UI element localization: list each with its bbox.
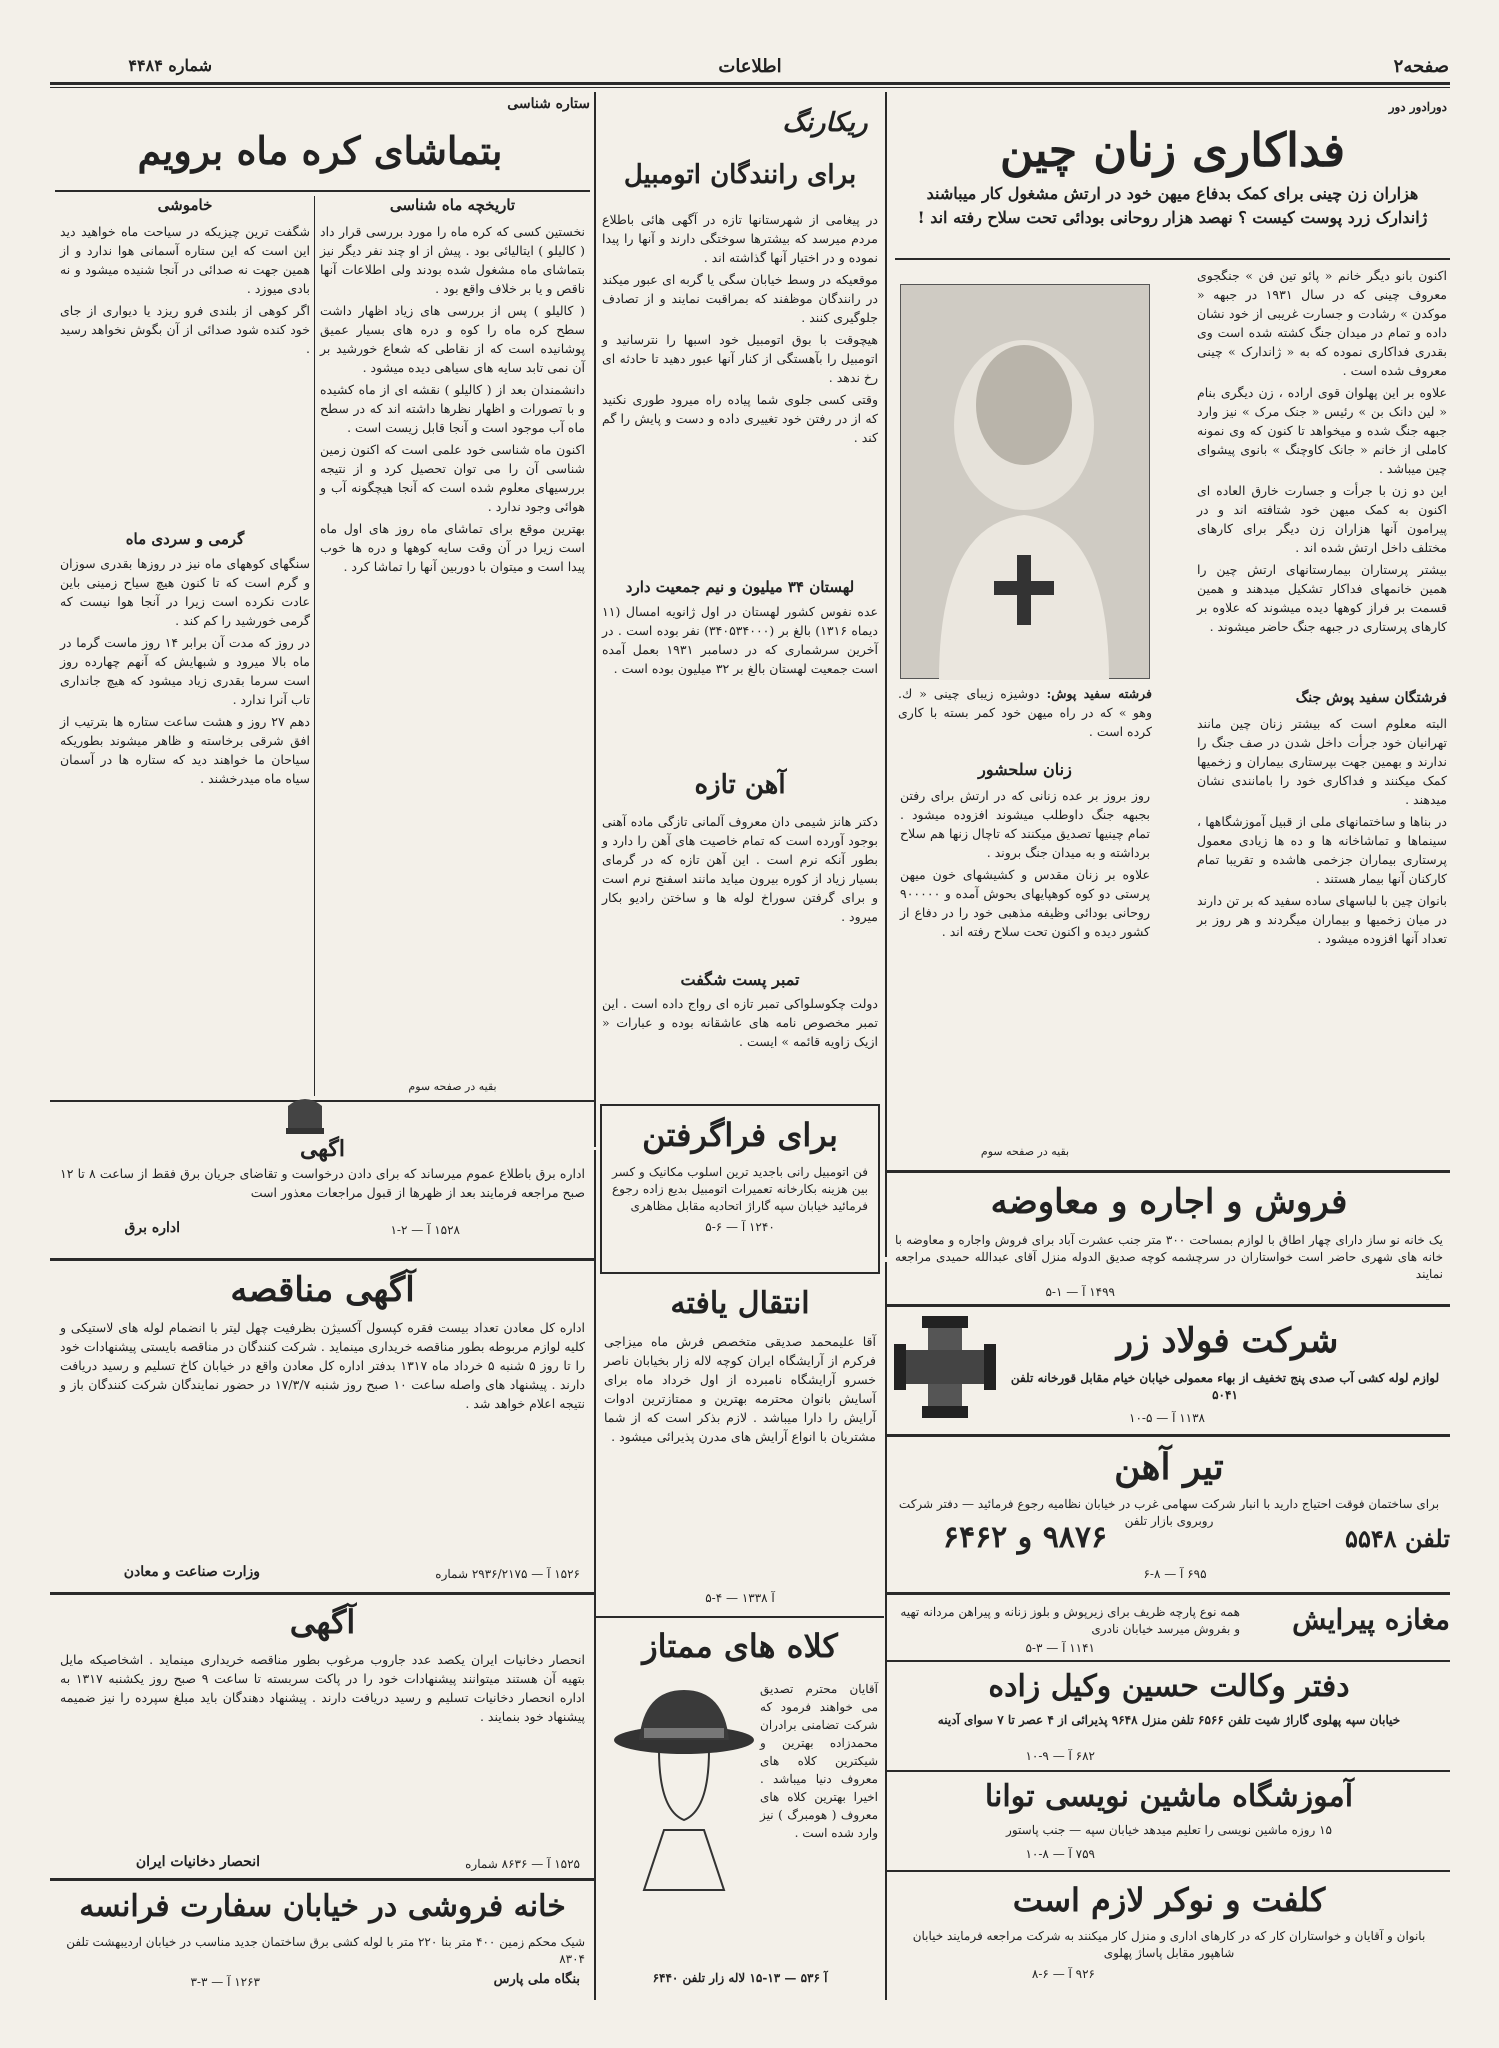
header-rule — [50, 82, 1450, 85]
sale-ref: ۱۴۹۹ آ — ۱-۵ — [1045, 1285, 1115, 1299]
paragraph: اکنون بانو دیگر خانم « پائو تین فن » جنگجوی معروف چینی که در سال ۱۹۳۱ در جبهه « موکدن » رشادت و جسارت غریبی از خود نشان داده و تمام در میدان جنگ کشته شده است وی بقدری فداکاری نموده که به « ژاندارک » چینی معروف شده است . — [1197, 268, 1447, 378]
column-rule — [885, 92, 887, 1257]
beam-text: برای ساختمان فوقت احتیاج دارید با انبار شرکت سهامی غرب در خیابان نظامیه رجوع فرمائید — دفتر شرکت روبروی بازار تلفن — [898, 1497, 1440, 1528]
steel-text: لوازم لوله کشی آب صدی پنج تخفیف از بهاء معمولی خیابان خیام مقابل قورخانه تلفن ۵۰۴۱ — [1010, 1371, 1440, 1402]
caption-title: فرشته سفید پوش: — [1046, 686, 1153, 701]
salon-text: همه نوع پارچه ظریف برای زیرپوش و بلوز زنانه و پیراهن مردانه تهیه و بفروش میرسد خیابان نادری — [900, 1605, 1240, 1636]
beam-ref: ۶۹۵ آ — ۸-۶ — [1143, 1567, 1207, 1581]
section-rule — [50, 1878, 594, 1881]
hat-man-illustration — [604, 1680, 754, 1890]
maid-title: کلفت و نوکر لازم است — [1012, 1881, 1326, 1919]
paragraph: شگفت ترین چیزیکه در سیاحت ماه خواهید دید این است که این ستاره آسمانی هوا ندارد و از همین جهت نه صدائی در آنجا شنیده میشود و نه بادی میوزد . — [60, 224, 310, 296]
middle-text-iron: دکتر هانز شیمی دان معروف آلمانی تازگی ماده آهنی بوجود آورده است که تمام خاصیت های آهن را دارد و بطور آنکه نرم است . این آهن تازه که در گرمای بسیار زیاد از کوره بیرون میاید مانند اسفنج نرم است و برای گرفتن سوراخ لوله ها و ساختن رادیو بکار میرود . — [602, 814, 878, 924]
issue-number: شماره ۴۴۸۴ — [128, 56, 212, 75]
paragraph: روز بروز بر عده زنانی که در ارتش برای رفتن بجبهه جنگ داوطلب میشوند افزوده میشود . تمام چینیها تصدیق میکنند که تاچال زنها هم سلاح برداشته و به میدان جنگ بروند . — [900, 788, 1150, 860]
salon-title: مغازه پیرایش — [1292, 1603, 1450, 1636]
paragraph: بیشتر پرستاران بیمارستانهای ارتش چین را همین خانمهای فداکار تشکیل میدهند و همین قسمت بر فراز کوهها دیده میشوند که علاوه بر کارهای پرستاری در جبهه جنگ حاضر میشوند . — [1197, 562, 1447, 634]
beam-title: تیر آهن — [1114, 1446, 1224, 1488]
middle-sub-3: تمبر پست شگفت — [680, 970, 800, 989]
paragraph: موقعیکه در وسط خیابان سگی یا گربه ای عبور میکند در رانندگان موظفند که بمراقبت نمایند و از تصادف جلوگیری کنند . — [602, 272, 878, 325]
middle-sub-2: آهن تازه — [694, 770, 786, 800]
right-headline: فداکاری زنان چین — [999, 123, 1346, 177]
left-rule — [55, 190, 590, 192]
section-rule — [887, 1592, 1450, 1595]
middle-headline: برای رانندگان اتومبیل — [623, 160, 857, 190]
lawyer-text: خیابان سپه پهلوی گاراژ شیت تلفن ۶۵۶۶ تلفن منزل ۹۶۴۸ پذیرائی از ۴ عصر تا ۷ سوای آدینه — [937, 1713, 1401, 1727]
paragraph: هیچوقت با بوق اتومبیل خود اسبها را نترسانید و اتومبیل را بآهستگی از کنار آنها عبور دهید تا حادثه ای رخ ندهد . — [602, 332, 878, 385]
crest-emblem — [280, 1090, 330, 1136]
notice-2-ref: ۱۵۲۵ آ — ۸۶۳۶ شماره — [465, 1857, 580, 1871]
maid-ref: ۹۲۶ آ — ۶-۸ — [1031, 1967, 1095, 1981]
notice-1-ref: ۱۵۲۸ آ — ۲-۱ — [390, 1223, 460, 1237]
notice-2-title: آگهی — [289, 1603, 356, 1641]
section-rule — [887, 1770, 1450, 1772]
portrait-photo — [900, 284, 1150, 679]
right-col-text — [1197, 266, 1447, 706]
house-text: شیک محکم زمین ۴۰۰ متر بنا ۲۲۰ متر با لوله کشی برق ساختمان جدید مناسب در خیابان اردیبهشت تلفن ۸۳۰۴ — [66, 1935, 585, 1966]
hats-text: آقایان محترم تصدیق می خواهند فرمود که شرکت تضامنی برادران محمدزاده بهترین و شیکترین کلاه های معروف دنیا میباشد . اخیرا بهترین کلاه های معروف ( هومبرگ ) نیز وارد شده است . — [760, 1682, 878, 1840]
learn-title: برای فراگرفتن — [642, 1116, 838, 1154]
beam-phone: ۹۸۷۶ و ۶۴۶۲ — [942, 1520, 1108, 1555]
tender-ref: ۱۵۲۶ آ — ۲۹۳۶/۲۱۷۵ شماره — [435, 1567, 580, 1581]
lawyer-ref: ۶۸۲ آ — ۹-۱۰ — [1025, 1749, 1095, 1763]
column-rule — [594, 1150, 596, 2000]
section-rule — [50, 1592, 594, 1595]
steel-ref: ۱۱۳۸ آ — ۵-۱۰ — [1129, 1411, 1205, 1425]
caption-text: دوشیزه زیبای چینی « ك. وهو » که در راه میهن خود کمر بسته با کاری کرده است . — [898, 686, 1152, 739]
house-title: خانه فروشی در خیابان سفارت فرانسه — [79, 1889, 566, 1924]
left-sub-1: تاریخچه ماه شناسی — [389, 196, 516, 214]
paragraph: دهم ۲۷ روز و هشت ساعت ستاره ها بترتیب از افق شرقی برخاسته و ظاهر میشوند بطوریکه سیاحان ما خواهند دید که ستاره ها در آسمان سیاه ماه میدرخشند . — [60, 714, 311, 786]
sale-title: فروش و اجاره و معاوضه — [990, 1182, 1348, 1222]
section-rule — [887, 1870, 1450, 1872]
middle-text-stamp: دولت چکوسلواکی تمبر تازه ای رواج داده است . این تمبر مخصوص نامه های عاشقانه بوده و عبارات « ازیک زاویه قائمه » ایست . — [602, 996, 878, 1049]
learn-driving-ad — [600, 1104, 880, 1274]
paragraph: دانشمندان بعد از ( کالیلو ) نقشه ای از ماه کشیده و با تصورات و اظهار نظرها داشته اند که در سطح ماه آب موجود است و آنجا قابل زیست است . — [320, 382, 585, 435]
notice-2-text: انحصار دخانیات ایران یکصد عدد جاروب مرغوب بطور مناقصه خریداری مینماید . اشخاصیکه مایل بتهیه آن هستند میتوانند پیشنهادات خود را در پاکت سربسته تا ساعت ۹ صبح روز یکشنبه ۱۳۱۷ به اداره انحصار دخانیات تسلیم و رسید دریافت دارند . پیشنهاد دهندگان باید مبلغ سپرده را نیز ضمیمه پیشنهاد خود بنمایند . — [60, 1652, 585, 1724]
paragraph: در پیغامی از شهرستانها تازه در آگهی هائی باطلاع مردم میرسد که بیشترها سوختگی دارند و آنها را پیدا نموده و در اختیار آنها گذاشته اند . — [602, 212, 878, 265]
column-rule — [885, 1262, 887, 2000]
notice-2-sign: انحصار دخانیات ایران — [135, 1854, 260, 1870]
crest-icon — [280, 1090, 330, 1136]
beam-phone-2: تلفن ۵۵۴۸ — [1345, 1524, 1450, 1553]
left-col2-text — [60, 222, 310, 522]
section-rule — [596, 1616, 884, 1618]
middle-text — [602, 210, 878, 570]
paragraph: البته معلوم است که بیشتر زنان چین مانند تهرانیان خود جرأت داخل شدن در صف جنگ را ندارند و بهمین جهت بپرستاری بیماران و زخمیها کمک میکنند و فداکاری خود را بامانندی نشان میدهند . — [1197, 716, 1447, 807]
house-ref: ۱۲۶۳ آ — ۳-۳ — [190, 1975, 260, 1989]
middle-logo: ریکارنگ — [782, 108, 868, 138]
left-col2-text-2 — [60, 554, 310, 1074]
right-subhead: هزاران زن چینی برای کمک بدفاع میهن خود در ارتش مشغول کار میباشند ژاندارک زرد پوست کیست ؟ نهصد هزار روحانی بودائی تحت سلاح رفته اند ! — [917, 184, 1428, 227]
nurse-illustration — [899, 285, 1149, 680]
photo-caption — [898, 684, 1152, 754]
section-rule — [887, 1304, 1450, 1307]
pipe-fitting-illustration — [890, 1312, 1000, 1422]
header-rule-2 — [50, 87, 1450, 88]
left-text — [320, 222, 585, 1102]
house-sign: بنگاه ملی پارس — [493, 1972, 580, 1987]
notice-1-text: اداره برق باطلاع عموم میرساند که برای دادن درخواست و تقاضای جریان برق فقط از ساعت ۸ تا ۱۲ صبح مراجعه فرمایند بعد از ظهرها از قبول مراجعات معذور است — [60, 1166, 585, 1200]
typing-ref: ۷۵۹ آ — ۸-۱۰ — [1025, 1847, 1095, 1861]
left-col2-sub-2: گرمی و سردی ماه — [125, 530, 245, 548]
middle-text-pl: عده نفوس کشور لهستان در اول ژانویه امسال (۱۱ دیماه ۱۳۱۶) بالغ بر (۳۴۰۵۳۴۰۰۰) نفر بوده است . در آخرین سرشماری که در دسامبر ۱۹۳۱ بعمل آمده است جمعیت لهستان بالغ بر ۳۲ میلیون بوده است . — [602, 604, 878, 676]
continued-note: بقیه در صفحه سوم — [408, 1080, 497, 1093]
learn-ref: ۱۲۴۰ آ — ۶-۵ — [705, 1220, 775, 1234]
paragraph: سنگهای کوههای ماه نیز در روزها بقدری سوزان و گرم است که تا کنون هیچ سیاح زمینی باین عادت نکرده است زیرا در آنجا هوا نیست که گرمی خورشید را کم کند . — [60, 556, 310, 628]
hats-title: کلاه های ممتاز — [642, 1627, 838, 1665]
continued-note: بقیه در صفحه سوم — [980, 1145, 1070, 1158]
learn-text: فن اتومبیل رانی باجدید ترین اسلوب مکانیک و کسر بین هزینه بکارخانه تعمیرات اتومبیل بدیع زاده رجوع فرمائید خیابان سپه گاراژ اتحادیه مقابل مظاهری — [612, 1165, 868, 1213]
paragraph: ( کالیلو ) پس از بررسی های زیاد اظهار داشت سطح کره ماه را کوه و دره های بسیار عمیق پوشانیده است که از نقاطی که شعاع خورشید بر آن نمی تابد سایه های سیاهی دیده میشود . — [320, 303, 585, 375]
section-rule — [887, 1170, 1450, 1173]
tender-title: آگهی مناقصه — [230, 1270, 415, 1310]
paragraph: در روز که مدت آن برابر ۱۴ روز ماست گرما در ماه بالا میرود و شبهایش که آنهم چهارده روز است سرما بقدری زیاد میشود که هیچ جانداری تاب آنرا ندارد . — [60, 635, 311, 707]
masthead: اطلاعات — [718, 56, 782, 77]
salon-ref: ۱۱۴۱ آ — ۳-۵ — [1025, 1641, 1095, 1655]
right-col-sub: فرشتگان سفید پوش جنگ — [1295, 690, 1447, 706]
page-number: صفحه۲ — [1393, 56, 1449, 77]
section-rule — [50, 1258, 594, 1261]
left-col2-sub: خاموشی — [157, 196, 213, 214]
column-rule — [594, 92, 596, 1147]
column-rule — [314, 196, 315, 1096]
left-kicker: ستاره شناسی — [507, 96, 590, 112]
lawyer-title: دفتر وکالت حسین وکیل زاده — [988, 1669, 1350, 1704]
paragraph: در بناها و ساختمانهای ملی از قبیل آموزشگاهها ، سینماها و تماشاخانه ها و ده ها زیادی معمول پرستاری بیماران جزخمی هاشده و تقریبا تمام کارکنان آنها بیمار هستند . — [1197, 814, 1447, 886]
notice-1-title: اگهی — [299, 1136, 346, 1162]
hats-ref: آ ۵۳۶ — ۱۳-۱۵ لاله زار تلفن ۶۴۴۰ — [652, 1971, 828, 1985]
sale-text: یک خانه نو ساز دارای چهار اطاق با لوازم بمساحت ۳۰۰ متر جنب عشرت آباد برای فروش واجاره و معاوضه با خانه های شهری حاضر است خواستاران در سرچشمه کوچه صدیق الدوله منزل آقای عبدالله حمیدی مراجعه نمایند — [895, 1233, 1443, 1281]
middle-sub-1: لهستان ۳۴ میلیون و نیم جمعیت دارد — [625, 578, 855, 596]
right-kicker: دورادور دور — [1388, 100, 1447, 114]
paragraph: این دو زن با جرأت و جسارت خارق العاده ای اکنون به کمک میهن خود شتافته اند و در پیرامون آنها هزاران زن دیگر برای کارهای مختلف داخل ارتش شده اند . — [1197, 483, 1447, 555]
paragraph: اکنون ماه شناسی خود علمی است که اکنون زمین شناسی آن را می توان تحصیل کرد و از نتیجه بررسیهای معلوم شده است که آنجا هیچگونه آب و هوائی وجود ندارد . — [320, 442, 585, 514]
transfer-ref: آ ۱۳۳۸ — ۴-۵ — [705, 1591, 775, 1605]
steel-title: شرکت فولاد زر — [1116, 1321, 1339, 1361]
paragraph: اگر کوهی از بلندی فرو ریزد یا دیواری از جای خود کنده شود صدائی از آن بگوش نخواهد رسید . — [60, 303, 310, 356]
paragraph: بانوان چین با لباسهای ساده سفید که بر تن دارند در میان زخمیها و بیماران میگردند و هر روز بر تعداد آنها افزوده میشود . — [1197, 893, 1447, 946]
right-sub-2: زنان سلحشور — [978, 760, 1072, 779]
notice-1-sign: اداره برق — [124, 1220, 180, 1236]
hat-icon — [604, 1680, 754, 1890]
tender-sign: وزارت صناعت و معادن — [123, 1564, 260, 1580]
right-col-text-3 — [900, 786, 1150, 1136]
right-col-text-2 — [1197, 714, 1447, 1166]
transfer-title: انتقال یافته — [670, 1286, 810, 1321]
paragraph: بهترین موقع برای تماشای ماه روز های اول ماه است زیرا در آن وقت سایه کوهها و دره ها خوب پیدا است و میتوان با دوربین آنها را تماشا کرد . — [320, 521, 585, 574]
paragraph: علاوه بر این پهلوان قوی اراده ، زن دیگری بنام « لین دانک بن » رئیس « جنک مرک » نیز وارد جبهه جنگ شده و میخواهد تا کنون که وی نمونه کاملی از خانم « جانک کاوچنگ » بانوی پیشوای چین میباشد . — [1197, 385, 1447, 476]
right-rule — [895, 258, 1450, 260]
left-headline: بتماشای کره ماه برویم — [137, 128, 503, 173]
section-rule — [887, 1660, 1450, 1662]
paragraph: وقتی کسی جلوی شما پیاده راه میرود طوری نکنید که از در رفتن خود تغییری داده و دست و پایش را گم کند . — [602, 392, 878, 445]
typing-text: ۱۵ روزه ماشین نویسی را تعلیم میدهد خیابان سپه — جنب پاستور — [1006, 1823, 1332, 1837]
paragraph: نخستین کسی که کره ماه را مورد بررسی قرار داد ( کالیلو ) ایتالیائی بود . پیش از او چند نفر دیگر نیز بتماشای ماه مشغول شده بودند ولی اطلاعات آنها ناقص و یا بر خلاف واقع بود . — [320, 224, 585, 296]
pipe-cross-icon — [890, 1312, 1000, 1422]
paragraph: علاوه بر زنان مقدس و کشیشهای خون میهن پرستی دو کوه کوهپایهای بحوش آمده و ۹۰۰۰۰۰ روحانی بودائی وظیفه مذهبی خود را در دفاع از کشور دیده و اکنون تحت سلاح رفته اند . — [900, 867, 1150, 939]
maid-text: بانوان و آقایان و خواستاران کار که در کارهای اداری و منزل کار میکنند به شرکت مراجعه فرمایند خیابان شاهپور مقابل پاساژ پهلوی — [912, 1929, 1426, 1960]
tender-text: اداره کل معادن تعداد بیست فقره کپسول آکسیژن بظرفیت چهل لیتر با انضمام لوله های لاستیکی و کلیه لوازم مربوطه بطور مناقصه خریداری مینماید . شرکت کنندگان در مناقصه بایستی پیشنهادات خود را تا روز ۵ شنبه ۵ خرداد ماه ۱۳۱۷ بدفتر اداره کل معادن واقع در خیابان کاخ تسلیم و رسید دریافت دارند . پیشنهاد های واصله ساعت ۱۰ صبح روز شنبه ۱۷/۳/۷ در حضور نمایندگان شرکت کنندگان باز و نتیجه اعلام خواهد شد . — [60, 1320, 586, 1411]
typing-title: آموزشگاه ماشین نویسی توانا — [984, 1779, 1354, 1814]
section-rule — [887, 1434, 1450, 1437]
transfer-text: آقا علیمحمد صدیقی متخصص فرش ماه میزاجی فرکرم از آرایشگاه ایران کوچه لاله زار بخیابان ناصر خسرو آرایشگاه نامبرده از اول خرداد ماه برای آسایش بانوان محترمه بهترین و ممتازترین ادوات آرایش را دارا میباشد . لازم بذکر است که از شما مشتریان با انواع آرایش های مدرن پذیرائی میشود . — [604, 1334, 876, 1444]
